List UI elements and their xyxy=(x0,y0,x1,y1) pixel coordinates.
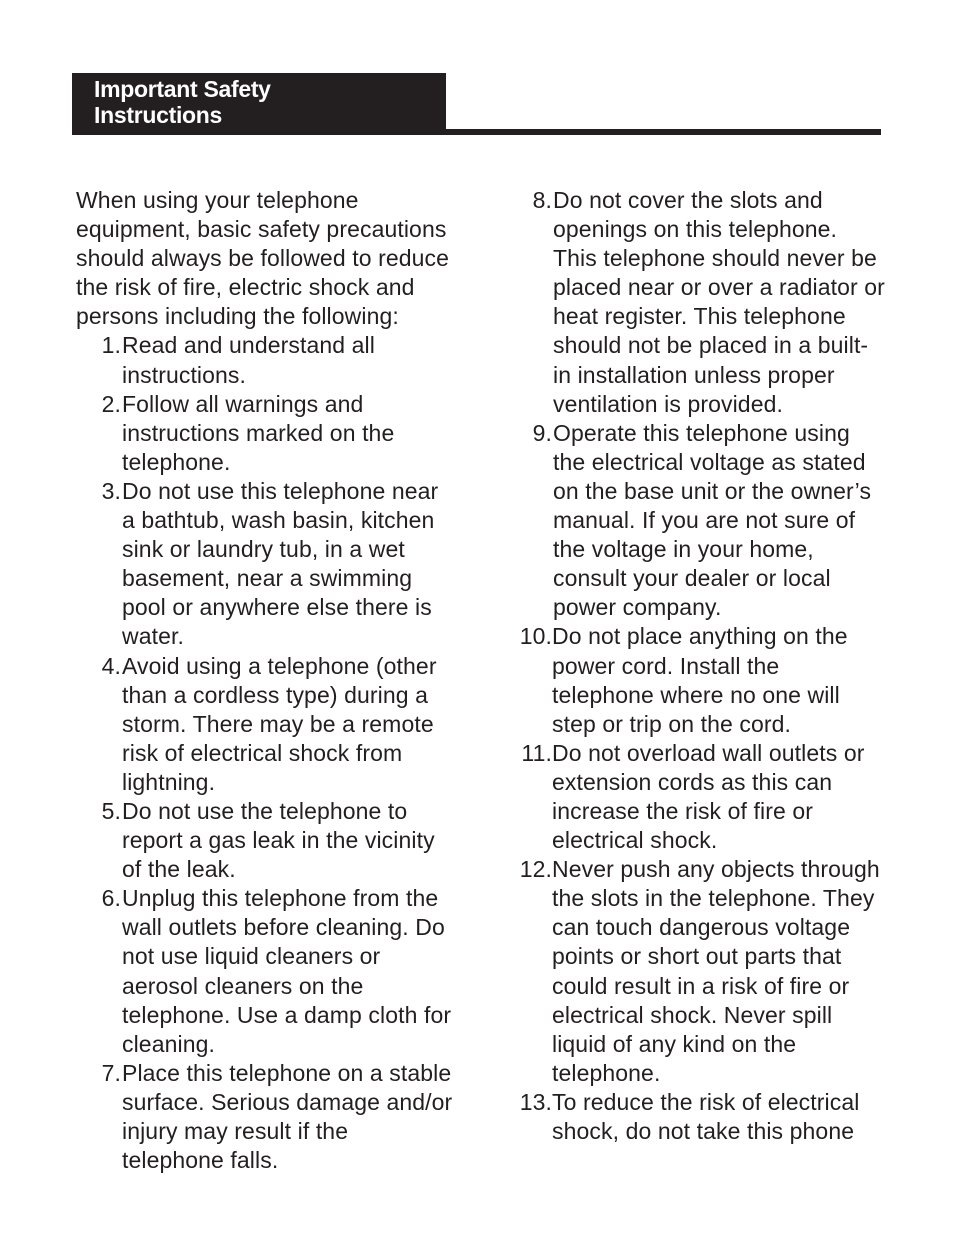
instruction-text: Do not use this telephone near a bathtub, wash basin, kitchen sink or laundry tub, in a wet basement, near a swimming pool or anywhere else there is water. xyxy=(122,477,439,650)
instruction-item-4 xyxy=(76,652,456,797)
instruction-item-13 xyxy=(506,1088,886,1146)
instruction-list-right xyxy=(506,186,886,1146)
section-title-line-1: Important Safety xyxy=(94,76,271,102)
instruction-text: Operate this telephone using the electrical voltage as stated on the base unit or the owner’s manual. If you are not sure of the voltage in your home, consult your dealer or local power company. xyxy=(553,419,872,621)
instruction-number: 8. xyxy=(532,187,552,213)
instruction-item-5 xyxy=(76,797,456,884)
instruction-text: Place this telephone on a stable surface. Serious damage and/or injury may result if the telephone falls. xyxy=(122,1059,453,1174)
instruction-number: 12. xyxy=(519,856,552,883)
instruction-number: 7. xyxy=(101,1059,121,1086)
instruction-number: 13. xyxy=(519,1088,552,1115)
instruction-item-7 xyxy=(76,1059,456,1175)
instruction-text: Do not place anything on the power cord. Install the telephone where no one will step or trip on the cord. xyxy=(552,623,848,737)
instruction-number: 11. xyxy=(521,739,552,766)
instruction-text: Never push any objects through the slots in the telephone. They can touch dangerous voltage points or short out parts that could result in a risk of fire or electrical shock. Never spill liquid of any kind on the telephone. xyxy=(552,856,880,1086)
instruction-number: 3. xyxy=(101,477,121,504)
instruction-list-left xyxy=(76,331,456,1175)
instruction-number: 9. xyxy=(532,419,552,446)
instruction-item-2 xyxy=(76,390,456,477)
left-column xyxy=(76,186,456,1175)
instruction-number: 6. xyxy=(101,885,121,912)
instruction-item-10 xyxy=(506,622,886,738)
instruction-text: Do not overload wall outlets or extension cords as this can increase the risk of fire or electrical shock. xyxy=(552,739,865,854)
instruction-text: To reduce the risk of electrical shock, do not take this phone xyxy=(552,1088,860,1144)
instruction-text: Do not use the telephone to report a gas leak in the vicinity of the leak. xyxy=(122,797,435,883)
instruction-text: Do not cover the slots and openings on this telephone. This telephone should never be placed near or over a radiator or heat register. This telephone should not be placed in a built-in installation unless proper ventilation is provided. xyxy=(553,187,885,417)
intro-paragraph: When using your telephone equipment, basic safety precautions should always be followed to reduce the risk of fire, electric shock and persons including the following: xyxy=(76,187,450,330)
instruction-item-3 xyxy=(76,477,456,652)
instruction-item-8 xyxy=(506,186,886,419)
instruction-number: 2. xyxy=(101,390,121,417)
instruction-text: Unplug this telephone from the wall outlets before cleaning. Do not use liquid cleaners or aerosol cleaners on the telephone. Use a damp cloth for cleaning. xyxy=(122,885,452,1057)
section-title-line-2: Instructions xyxy=(94,102,223,128)
instruction-item-1 xyxy=(76,331,456,389)
instruction-text: Avoid using a telephone (other than a cordless type) during a storm. There may be a remote risk of electrical shock from lightning. xyxy=(122,652,437,795)
header-rule xyxy=(446,129,881,135)
instruction-number: 1. xyxy=(101,332,121,359)
instruction-number: 5. xyxy=(101,797,121,824)
instruction-text: Follow all warnings and instructions marked on the telephone. xyxy=(122,390,395,475)
instruction-item-11 xyxy=(506,739,886,855)
section-title xyxy=(94,76,434,128)
instruction-number: 10. xyxy=(519,623,552,650)
instruction-number: 4. xyxy=(101,652,121,679)
instruction-item-12 xyxy=(506,855,886,1088)
instruction-text: Read and understand all instructions. xyxy=(122,332,375,388)
right-column xyxy=(506,186,886,1146)
instruction-item-6 xyxy=(76,884,456,1059)
instruction-item-9 xyxy=(506,419,886,623)
